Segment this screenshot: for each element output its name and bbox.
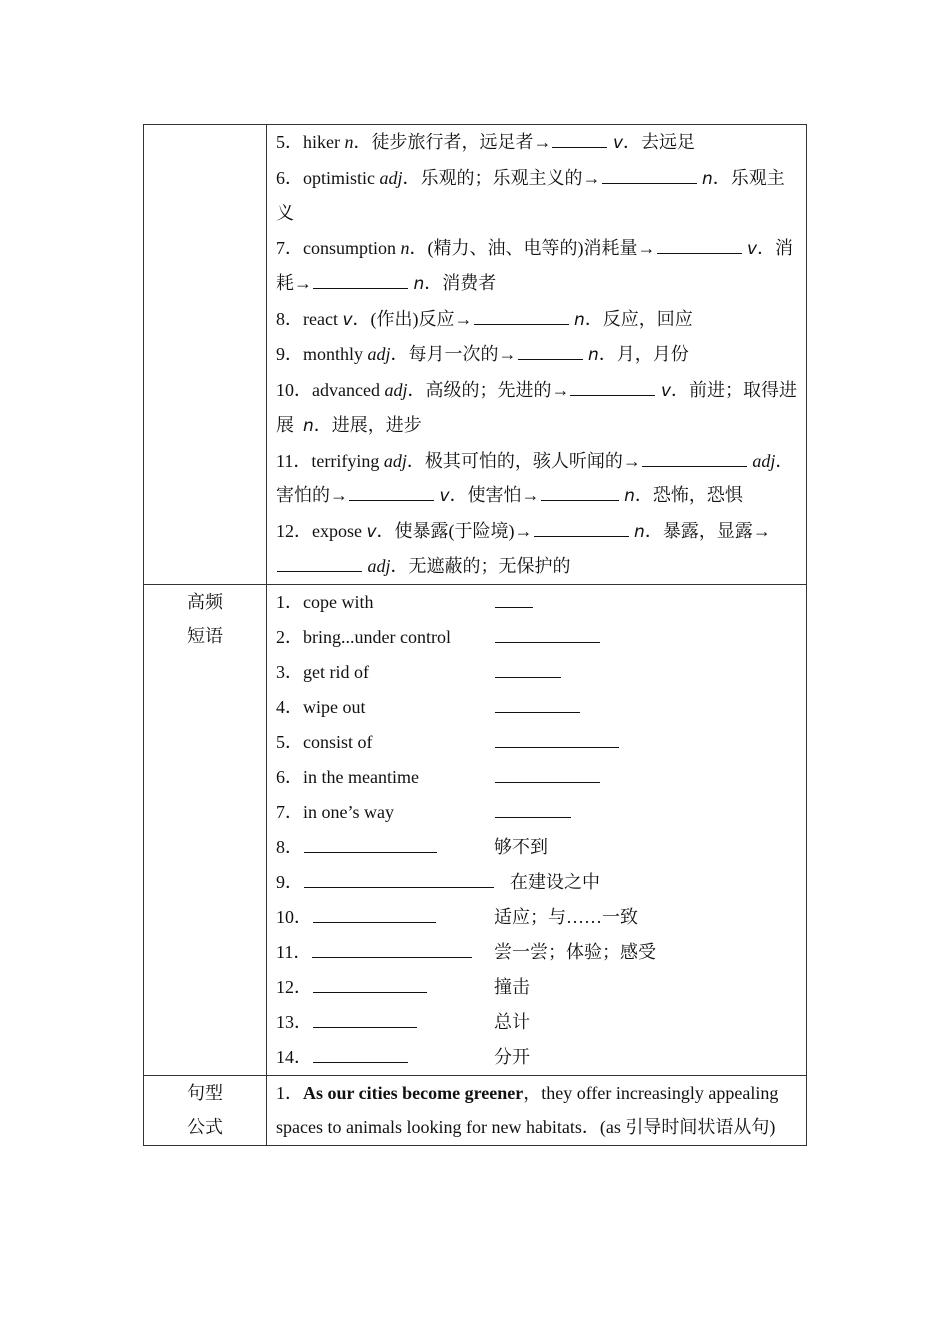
phrases-row <box>144 584 807 1075</box>
item-gloss: ．高级的；先进的 <box>407 379 552 400</box>
answer-blank[interactable] <box>312 939 472 958</box>
item-number: 12． <box>276 520 312 541</box>
target-gloss: ．无遮蔽的；无保护的 <box>390 556 571 576</box>
phrase-row <box>276 620 798 655</box>
target-pos: v <box>612 133 624 153</box>
item-number: 7． <box>276 237 303 258</box>
phrases-label-cell <box>144 584 267 1075</box>
phrases-content-cell <box>267 584 807 1075</box>
target-gloss: ．恐怖，恐惧 <box>634 485 743 505</box>
phrase-left: 2．bring...under control <box>276 626 451 647</box>
item-gloss: ．极其可怕的，骇人听闻的 <box>406 450 623 471</box>
item-number: 9． <box>276 344 303 364</box>
target-pos: adj <box>367 556 391 576</box>
phrase-left: 11． <box>276 935 494 970</box>
phrase-row <box>276 760 798 795</box>
section-label: 句型 公式 <box>187 1082 223 1137</box>
phrase-row <box>276 690 798 725</box>
phrase-left: 5．consist of <box>276 731 373 752</box>
phrase-row <box>276 1040 798 1075</box>
answer-blank[interactable] <box>495 589 533 608</box>
phrase-right <box>494 690 581 725</box>
phrase-right: 撞击 <box>494 976 530 997</box>
phrase-row <box>276 655 798 690</box>
vocab-item-11 <box>276 444 798 514</box>
answer-blank[interactable] <box>313 974 427 993</box>
phrase-left: 10． <box>276 900 494 935</box>
phrase-right <box>494 655 562 690</box>
item-gloss: ．使暴露(于险境) <box>376 520 515 541</box>
answer-blank[interactable] <box>304 869 494 888</box>
item-pos: adj <box>367 344 391 364</box>
vocab-row <box>144 125 807 585</box>
item-pos: adj <box>384 379 408 400</box>
phrase-left: 13． <box>276 1005 494 1040</box>
vocab-item-5 <box>276 125 798 161</box>
arrow: → <box>498 344 517 364</box>
sentence-label-cell <box>144 1075 267 1145</box>
answer-blank[interactable] <box>495 659 561 678</box>
item-word: monthly <box>303 344 364 364</box>
vocab-item-10 <box>276 373 798 444</box>
item-pos: n <box>344 132 354 152</box>
phrase-right: 分开 <box>494 1046 530 1067</box>
phrase-row <box>276 795 798 830</box>
target-gloss: ．暴露，显露→ <box>644 520 771 541</box>
phrase-right: 尝一尝；体验；感受 <box>494 941 656 962</box>
phrase-right <box>494 795 572 830</box>
answer-blank[interactable] <box>495 694 580 713</box>
phrase-row <box>276 865 798 900</box>
target-pos: adj <box>752 450 776 471</box>
target-pos: n <box>588 345 599 365</box>
sentence-bold: As our cities become greener <box>303 1082 524 1103</box>
answer-blank[interactable] <box>495 729 619 748</box>
answer-blank[interactable] <box>313 270 408 289</box>
target-pos: n <box>702 168 713 189</box>
sentence-rest: ，they offer increasingly appealing spaces to animals looking for new habitats．(as 引导时间状语从句) <box>276 1082 779 1137</box>
answer-blank[interactable] <box>541 482 619 501</box>
target-pos: n <box>413 274 425 294</box>
phrase-left: 12． <box>276 970 494 1005</box>
answer-blank[interactable] <box>602 165 697 184</box>
item-word: optimistic <box>303 167 375 188</box>
answer-blank[interactable] <box>304 834 437 853</box>
answer-blank[interactable] <box>349 482 434 501</box>
phrase-left: 14． <box>276 1040 494 1075</box>
item-gloss: ．每月一次的 <box>390 344 499 364</box>
answer-blank[interactable] <box>570 377 655 396</box>
answer-blank[interactable] <box>552 129 607 148</box>
vocab-item-12 <box>276 514 798 584</box>
answer-blank[interactable] <box>495 624 600 643</box>
item-word: expose <box>312 520 362 541</box>
vocab-label-cell <box>144 125 267 585</box>
item-pos: v <box>342 309 353 330</box>
phrase-row <box>276 585 798 620</box>
arrow: → <box>533 132 552 152</box>
phrase-right: 适应；与……一致 <box>494 906 638 927</box>
study-table <box>143 124 807 1146</box>
arrow: → <box>514 520 533 541</box>
target-gloss: ．害怕的→ <box>276 450 794 505</box>
target-gloss: ．使害怕→ <box>449 485 540 505</box>
target-gloss: ．前进；取得进展 <box>276 379 798 435</box>
item-pos: n <box>400 237 410 258</box>
phrase-right <box>494 725 620 760</box>
arrow: → <box>454 308 473 329</box>
phrase-left: 1．cope with <box>276 591 374 612</box>
vocab-item-7 <box>276 231 798 302</box>
phrase-left: 8． <box>276 830 494 865</box>
item-pos: v <box>366 521 377 542</box>
item-number: 6． <box>276 167 303 188</box>
item-gloss: ．徒步旅行者，远足者 <box>353 132 534 152</box>
phrase-left: 6．in the meantime <box>276 766 419 787</box>
phrase-row <box>276 900 798 935</box>
item-gloss: ．乐观的；乐观主义的 <box>402 167 583 188</box>
answer-blank[interactable] <box>313 904 436 923</box>
target-pos: n <box>574 309 585 330</box>
item-pos: adj <box>383 450 407 471</box>
answer-blank[interactable] <box>474 306 569 325</box>
item-gloss: ．(作出)反应 <box>352 308 455 329</box>
target-gloss: ．消耗→ <box>276 237 794 293</box>
item-number: 11． <box>276 450 312 471</box>
sentence-row <box>144 1075 807 1145</box>
target-pos: v <box>660 380 672 401</box>
vocab-item-8 <box>276 302 798 338</box>
phrase-row <box>276 830 798 865</box>
phrase-right: 总计 <box>494 1011 530 1032</box>
target-gloss: ．进展，进步 <box>313 415 422 435</box>
item-word: hiker <box>303 132 340 152</box>
phrase-left: 3．get rid of <box>276 661 369 682</box>
target-pos: n <box>303 416 314 436</box>
sentence-number: 1． <box>276 1082 303 1103</box>
phrase-row <box>276 1005 798 1040</box>
item-word: consumption <box>303 237 396 258</box>
section-label: 高频 短语 <box>187 591 223 646</box>
item-gloss: ．(精力、油、电等的)消耗量 <box>409 237 638 258</box>
item-number: 8． <box>276 308 303 329</box>
phrase-right <box>494 620 601 655</box>
vocab-content-cell <box>267 125 807 585</box>
phrase-row <box>276 935 798 970</box>
vocab-item-9 <box>276 337 798 373</box>
answer-blank[interactable] <box>657 235 742 254</box>
phrase-left: 9． <box>276 865 510 900</box>
answer-blank[interactable] <box>495 799 571 818</box>
phrase-right <box>494 585 534 620</box>
target-pos: v <box>439 486 450 506</box>
arrow: → <box>637 237 656 258</box>
target-pos: n <box>624 486 635 506</box>
item-word: terrifying <box>311 450 380 471</box>
item-pos: adj <box>379 167 403 188</box>
phrase-row <box>276 970 798 1005</box>
answer-blank[interactable] <box>642 448 747 467</box>
answer-blank[interactable] <box>313 1009 417 1028</box>
phrase-left: 4．wipe out <box>276 696 366 717</box>
phrase-right <box>494 760 601 795</box>
item-number: 10． <box>276 379 312 400</box>
item-word: advanced <box>312 379 380 400</box>
item-word: react <box>303 308 338 329</box>
target-gloss: ．月，月份 <box>598 344 689 364</box>
arrow: → <box>551 379 570 400</box>
phrase-row <box>276 725 798 760</box>
phrase-right: 在建设之中 <box>510 871 600 892</box>
sentence-content-cell <box>267 1075 807 1145</box>
arrow: → <box>582 167 601 188</box>
phrase-right: 够不到 <box>494 836 548 857</box>
sentence-item <box>276 1076 798 1145</box>
phrase-left: 7．in one’s way <box>276 801 394 822</box>
target-gloss: ．反应，回应 <box>584 308 693 329</box>
target-gloss: ．消费者 <box>424 273 497 293</box>
target-pos: n <box>634 521 645 542</box>
target-gloss: ．乐观主义 <box>276 167 785 223</box>
arrow: → <box>622 450 641 471</box>
vocab-item-6 <box>276 161 798 231</box>
item-number: 5． <box>276 132 303 152</box>
answer-blank[interactable] <box>277 553 362 572</box>
target-gloss: ．去远足 <box>623 132 696 152</box>
answer-blank[interactable] <box>518 341 583 360</box>
target-pos: v <box>747 238 758 259</box>
answer-blank[interactable] <box>495 764 600 783</box>
answer-blank[interactable] <box>313 1044 408 1063</box>
answer-blank[interactable] <box>534 518 629 537</box>
